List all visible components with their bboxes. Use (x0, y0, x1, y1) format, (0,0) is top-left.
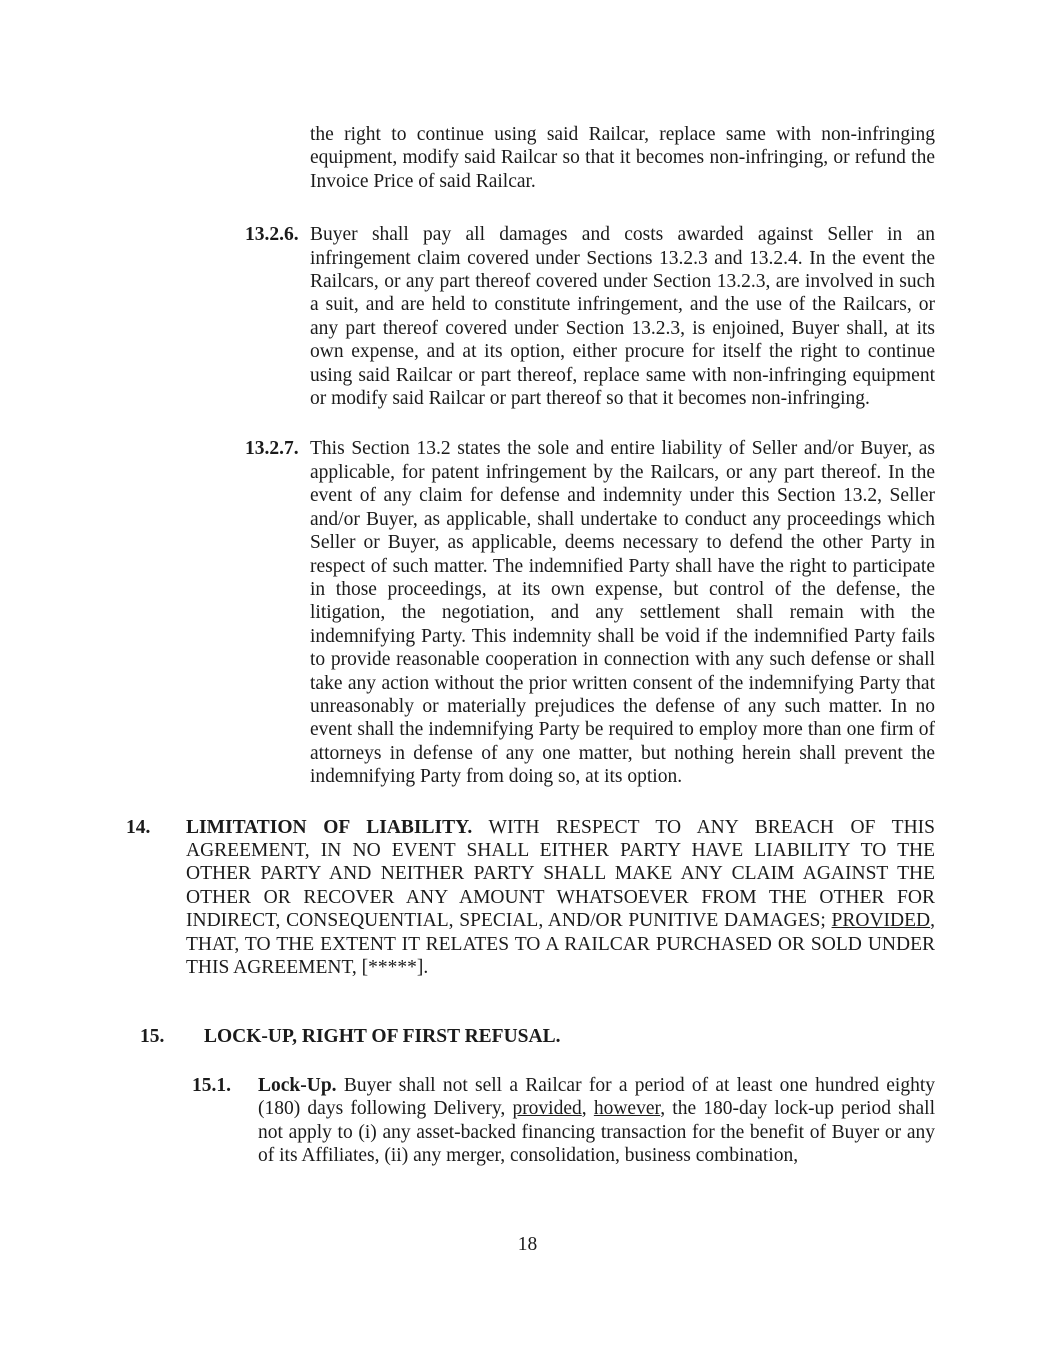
clause-15-1-underlined-word-1: provided (512, 1098, 582, 1120)
section-14-text (186, 816, 935, 980)
clause-15-1-body-part-3: , the 180-day lock-up period shall not apply to (i) any asset-backed financing transaction for the benefit of Buyer or any of its Affiliates, (ii) any merger, consolidation, business combination, (258, 1098, 936, 1167)
clause-13-2-6-text: Buyer shall pay all damages and costs awarded against Seller in an infringement claim covered under Sections 13.2.3 and 13.2.4. In the event the Railcars, or any part thereof covered under Section 13.2.3, are involved in such a suit, and are held to constitute infringement, and the use of the Railcars, or any part thereof covered under Section 13.2.3, is enjoined, Buyer shall, at its own expense, and at its option, either procure for itself the right to continue using said Railcar or part thereof, replace same with non-infringing equipment or modify said Railcar or part thereof so that it becomes non-infringing. (310, 224, 935, 410)
clause-15-1-text (258, 1074, 935, 1168)
section-15-heading: LOCK-UP, RIGHT OF FIRST REFUSAL. (204, 1026, 561, 1048)
clause-15-1-body-part-1: Buyer shall not sell a Railcar for a period of at least one hundred eighty (180) days following Delivery, (258, 1074, 935, 1120)
section-15 (140, 1025, 935, 1048)
clause-13-2-7 (245, 437, 935, 788)
clause-13-2-7-number: 13.2.7. (245, 438, 299, 460)
clause-13-2-6 (245, 223, 935, 410)
clause-15-1-number: 15.1. (192, 1074, 231, 1096)
section-14-body-after-underline: , THAT, TO THE EXTENT IT RELATES TO A RAILCAR PURCHASED OR SOLD UNDER THIS AGREEMENT, [*****]. (186, 910, 935, 978)
section-14-body-before-underline: WITH RESPECT TO ANY BREACH OF THIS AGREEMENT, IN NO EVENT SHALL EITHER PARTY HAVE LIABILITY TO THE OTHER PARTY AND NEITHER PARTY SHALL MAKE ANY CLAIM AGAINST THE OTHER OR RECOVER ANY AMOUNT WHATSOEVER FROM THE OTHER FOR INDIRECT, CONSEQUENTIAL, SPECIAL, AND/OR PUNITIVE DAMAGES; (186, 816, 935, 932)
page-number: 18 (517, 1234, 538, 1255)
section-15-number: 15. (140, 1026, 165, 1048)
clause-13-2-7-text: This Section 13.2 states the sole and entire liability of Seller and/or Buyer, as applicable, for patent infringement by the Railcars, or any part thereof. In the event of any claim for defense and indemnity under this Section 13.2, Seller and/or Buyer, as applicable, shall undertake to conduct any proceedings which Seller or Buyer, as applicable, deems necessary to defend the other Party in respect of such matter. The indemnified Party shall have the right to participate in those proceedings, at its own expense, but control of the defense, the litigation, the negotiation, and any settlement shall remain with the indemnifying Party. This indemnity shall be void if the indemnified Party fails to provide reasonable cooperation in connection with any such defense or shall take any action without the prior written consent of the indemnifying Party that unreasonably or materially prejudices the defense of any such matter. In no event shall the indemnifying Party be required to employ more than one firm of attorneys in defense of any one matter, but nothing herein shall prevent the indemnifying Party from doing so, at its option. (310, 438, 935, 788)
clause-15-1-underlined-word-2: however (593, 1098, 661, 1120)
clause-15-1-heading: Lock-Up. (258, 1074, 337, 1096)
section-14-heading: LIMITATION OF LIABILITY. (186, 816, 473, 838)
continuation-paragraph (310, 123, 935, 193)
section-14-underlined-word: PROVIDED (831, 910, 931, 932)
clause-15-1-body-part-2: , (581, 1098, 594, 1120)
section-14 (126, 816, 935, 980)
section-14-number: 14. (126, 816, 151, 838)
continuation-paragraph-text: the right to continue using said Railcar, replace same with non-infringing equipment, modify said Railcar so that it becomes non-infringing, or refund the Invoice Price of said Railcar. (310, 124, 935, 192)
clause-15-1 (192, 1074, 935, 1168)
clause-13-2-6-number: 13.2.6. (245, 224, 299, 246)
